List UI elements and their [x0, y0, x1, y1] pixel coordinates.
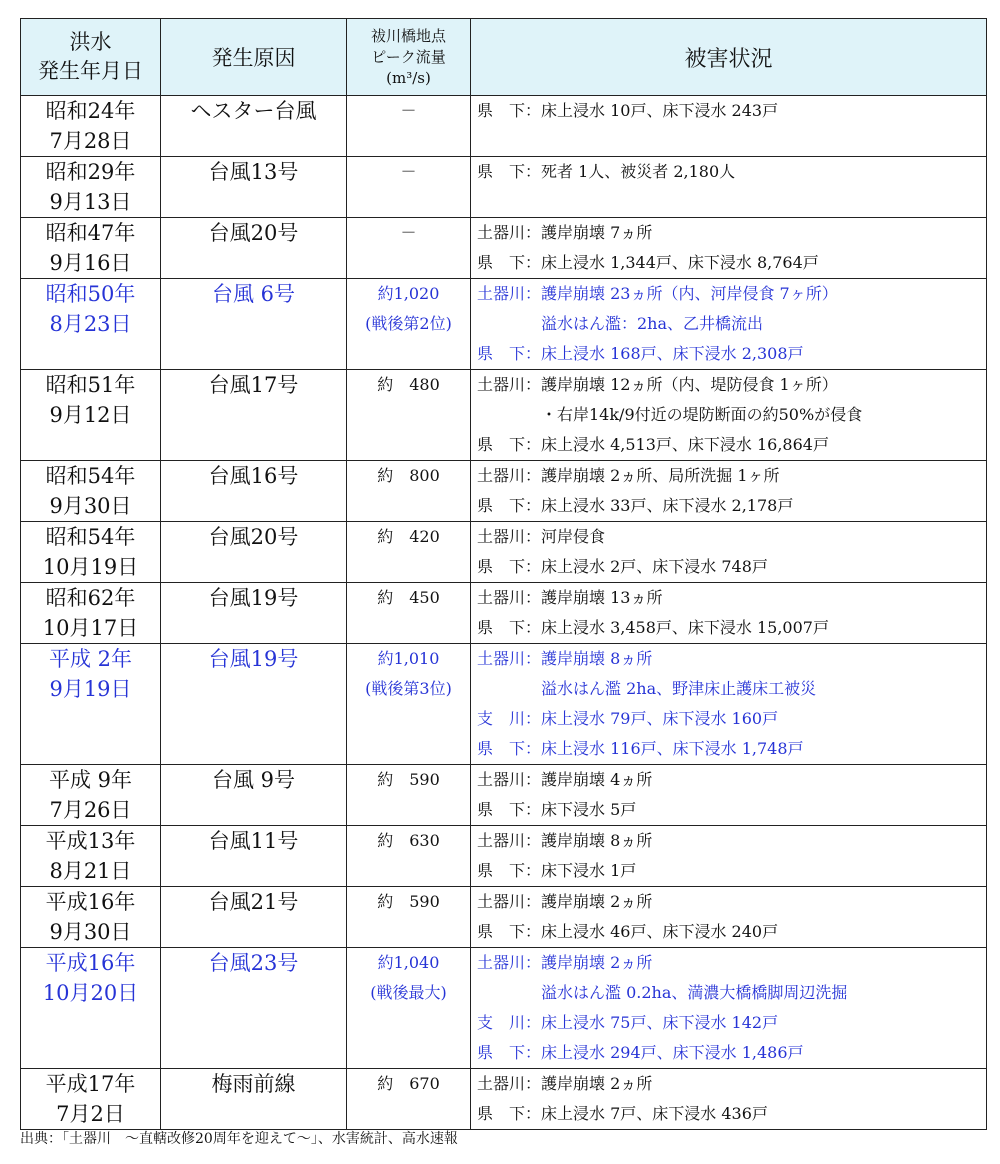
- cell-damage: [471, 461, 987, 522]
- damage-line: 土器川：護岸崩壊 4ヵ所: [477, 770, 653, 789]
- date-day: 9月19日: [49, 677, 132, 701]
- cause-text: 台風13号: [208, 160, 299, 184]
- cell-cause: [161, 826, 347, 887]
- cause-text: 台風23号: [208, 951, 299, 975]
- cell-cause: [161, 887, 347, 948]
- header-peak: [347, 19, 471, 96]
- damage-line: 県 下：床上浸水 10戸、床下浸水 243戸: [477, 101, 779, 120]
- cell-cause: [161, 522, 347, 583]
- cell-date: [21, 948, 161, 1069]
- date-year: 平成16年: [45, 890, 136, 914]
- cause-text: 台風 9号: [211, 768, 296, 792]
- date-day: 8月21日: [49, 859, 132, 883]
- cell-peak: [347, 157, 471, 218]
- date-day: 9月13日: [49, 190, 132, 214]
- date-year: 平成13年: [45, 829, 136, 853]
- peak-value: 約1,040: [377, 953, 440, 972]
- cell-damage: [471, 522, 987, 583]
- cell-peak: [347, 644, 471, 765]
- date-year: 昭和51年: [45, 373, 136, 397]
- date-year: 昭和24年: [45, 99, 136, 123]
- damage-line: 土器川：護岸崩壊 2ヵ所: [477, 892, 653, 911]
- peak-rank: (戦後最大): [370, 983, 447, 1002]
- damage-line: 県 下：床上浸水 3,458戸、床下浸水 15,007戸: [477, 618, 829, 637]
- peak-value: 約 450: [377, 588, 440, 607]
- date-day: 7月26日: [49, 798, 132, 822]
- header-date-line2: 発生年月日: [38, 59, 143, 83]
- damage-line: 県 下：床上浸水 116戸、床下浸水 1,748戸: [477, 739, 804, 758]
- damage-line: 土器川：護岸崩壊 2ヵ所、局所洗掘 1ヶ所: [477, 466, 780, 485]
- damage-line: 土器川：護岸崩壊 7ヵ所: [477, 223, 653, 242]
- cause-text: 台風 6号: [211, 282, 296, 306]
- cell-damage: [471, 765, 987, 826]
- table-row: [21, 644, 987, 765]
- damage-line: 支 川：床上浸水 75戸、床下浸水 142戸: [477, 1013, 779, 1032]
- date-day: 9月30日: [49, 920, 132, 944]
- cell-date: [21, 96, 161, 157]
- cell-peak: [347, 279, 471, 370]
- cause-text: 台風16号: [208, 464, 299, 488]
- table-row: [21, 826, 987, 887]
- damage-line: 県 下：床上浸水 2戸、床下浸水 748戸: [477, 557, 768, 576]
- cell-damage: [471, 157, 987, 218]
- cell-peak: [347, 948, 471, 1069]
- date-day: 10月17日: [42, 616, 139, 640]
- cell-date: [21, 644, 161, 765]
- damage-line: 溢水はん濫：2ha、乙井橋流出: [477, 314, 764, 333]
- damage-line: 溢水はん濫 0.2ha、満濃大橋橋脚周辺洗掘: [477, 983, 848, 1002]
- source-note: 出典：「土器川 ～直轄改修20周年を迎えて～」、水害統計、高水速報: [20, 1131, 458, 1147]
- cause-text: 台風21号: [208, 890, 299, 914]
- flood-history-table: [20, 18, 987, 1130]
- cell-peak: [347, 522, 471, 583]
- header-damage: [471, 19, 987, 96]
- peak-value: 約1,010: [377, 649, 440, 668]
- damage-line: 県 下：床上浸水 7戸、床下浸水 436戸: [477, 1104, 768, 1123]
- date-year: 昭和62年: [45, 586, 136, 610]
- damage-line: 土器川：河岸侵食: [477, 527, 606, 546]
- cell-damage: [471, 1069, 987, 1130]
- cell-cause: [161, 218, 347, 279]
- damage-line: 県 下：床上浸水 33戸、床下浸水 2,178戸: [477, 496, 794, 515]
- cell-peak: [347, 461, 471, 522]
- peak-value: 約 670: [377, 1074, 440, 1093]
- cell-peak: [347, 826, 471, 887]
- table-row: [21, 157, 987, 218]
- cell-date: [21, 157, 161, 218]
- cause-text: 台風11号: [208, 829, 299, 853]
- cell-damage: [471, 583, 987, 644]
- cell-date: [21, 583, 161, 644]
- cell-peak: [347, 370, 471, 461]
- table-row: [21, 218, 987, 279]
- peak-value: 約 590: [377, 892, 440, 911]
- table-header-row: [21, 19, 987, 96]
- peak-value: 約 630: [377, 831, 440, 850]
- cell-date: [21, 461, 161, 522]
- header-damage-label: 被害状況: [684, 46, 773, 72]
- damage-line: 県 下：死者 1人、被災者 2,180人: [477, 162, 736, 181]
- cell-date: [21, 1069, 161, 1130]
- cell-damage: [471, 644, 987, 765]
- damage-line: 土器川：護岸崩壊 2ヵ所: [477, 1074, 653, 1093]
- cell-cause: [161, 279, 347, 370]
- damage-line: 支 川：床上浸水 79戸、床下浸水 160戸: [477, 709, 779, 728]
- cell-damage: [471, 96, 987, 157]
- damage-line: 県 下：床上浸水 46戸、床下浸水 240戸: [477, 922, 779, 941]
- cell-cause: [161, 157, 347, 218]
- cause-text: 梅雨前線: [211, 1072, 296, 1096]
- table-row: [21, 522, 987, 583]
- cell-peak: [347, 887, 471, 948]
- cause-text: 台風20号: [208, 525, 299, 549]
- peak-value: 約 800: [377, 466, 440, 485]
- damage-line: 土器川：護岸崩壊 2ヵ所: [477, 953, 653, 972]
- damage-line: 県 下：床上浸水 1,344戸、床下浸水 8,764戸: [477, 253, 819, 272]
- cell-damage: [471, 826, 987, 887]
- damage-line: 県 下：床上浸水 294戸、床下浸水 1,486戸: [477, 1043, 804, 1062]
- cell-date: [21, 279, 161, 370]
- peak-value: －: [400, 223, 417, 242]
- table-row: [21, 370, 987, 461]
- header-cause-label: 発生原因: [211, 46, 296, 70]
- damage-line: 土器川：護岸崩壊 23ヵ所（内、河岸侵食 7ヶ所）: [477, 284, 838, 303]
- date-year: 平成 2年: [48, 647, 133, 671]
- cell-peak: [347, 1069, 471, 1130]
- date-day: 9月16日: [49, 251, 132, 275]
- cause-text: ヘスター台風: [190, 99, 317, 123]
- peak-value: 約 420: [377, 527, 440, 546]
- cell-cause: [161, 583, 347, 644]
- date-day: 9月12日: [49, 403, 132, 427]
- cause-text: 台風19号: [208, 647, 299, 671]
- peak-value: 約 480: [377, 375, 440, 394]
- table-row: [21, 1069, 987, 1130]
- cause-text: 台風20号: [208, 221, 299, 245]
- damage-line: ・右岸14k/9付近の堤防断面の約50%が侵食: [477, 405, 863, 424]
- date-year: 昭和50年: [45, 282, 136, 306]
- header-date-line1: 洪水: [69, 30, 112, 54]
- damage-line: 土器川：護岸崩壊 13ヵ所: [477, 588, 663, 607]
- date-year: 平成17年: [45, 1072, 136, 1096]
- cell-damage: [471, 887, 987, 948]
- table-body: [21, 96, 987, 1130]
- cell-date: [21, 826, 161, 887]
- peak-rank: (戦後第2位): [365, 314, 452, 333]
- cell-damage: [471, 218, 987, 279]
- peak-value: －: [400, 162, 417, 181]
- cell-damage: [471, 948, 987, 1069]
- date-day: 10月20日: [42, 981, 139, 1005]
- date-year: 平成16年: [45, 951, 136, 975]
- cell-damage: [471, 370, 987, 461]
- header-peak-unit: (m³/s): [386, 68, 431, 87]
- cell-date: [21, 370, 161, 461]
- date-year: 昭和29年: [45, 160, 136, 184]
- cell-cause: [161, 948, 347, 1069]
- cell-date: [21, 765, 161, 826]
- damage-line: 県 下：床上浸水 4,513戸、床下浸水 16,864戸: [477, 435, 829, 454]
- damage-line: 県 下：床下浸水 1戸: [477, 861, 637, 880]
- cell-peak: [347, 218, 471, 279]
- date-day: 7月2日: [56, 1102, 125, 1126]
- cause-text: 台風17号: [208, 373, 299, 397]
- damage-line: 県 下：床下浸水 5戸: [477, 800, 637, 819]
- cause-text: 台風19号: [208, 586, 299, 610]
- date-year: 昭和47年: [45, 221, 136, 245]
- date-day: 8月23日: [49, 312, 132, 336]
- cell-peak: [347, 96, 471, 157]
- damage-line: 溢水はん濫 2ha、野津床止護床工被災: [477, 679, 817, 698]
- cell-damage: [471, 279, 987, 370]
- cell-peak: [347, 583, 471, 644]
- table-row: [21, 887, 987, 948]
- date-year: 平成 9年: [48, 768, 133, 792]
- cell-cause: [161, 644, 347, 765]
- peak-value: 約1,020: [377, 284, 440, 303]
- header-date: [21, 19, 161, 96]
- peak-value: －: [400, 101, 417, 120]
- table-row: [21, 948, 987, 1069]
- table-row: [21, 765, 987, 826]
- peak-value: 約 590: [377, 770, 440, 789]
- header-peak-line1: 祓川橋地点: [370, 26, 446, 45]
- table-row: [21, 461, 987, 522]
- damage-line: 県 下：床上浸水 168戸、床下浸水 2,308戸: [477, 344, 804, 363]
- date-year: 昭和54年: [45, 525, 136, 549]
- damage-line: 土器川：護岸崩壊 8ヵ所: [477, 831, 653, 850]
- date-year: 昭和54年: [45, 464, 136, 488]
- cell-cause: [161, 461, 347, 522]
- date-day: 9月30日: [49, 494, 132, 518]
- cell-date: [21, 522, 161, 583]
- cell-peak: [347, 765, 471, 826]
- damage-line: 土器川：護岸崩壊 8ヵ所: [477, 649, 653, 668]
- cell-date: [21, 218, 161, 279]
- cell-cause: [161, 1069, 347, 1130]
- date-day: 7月28日: [49, 129, 132, 153]
- header-cause: [161, 19, 347, 96]
- header-peak-line2: ピーク流量: [371, 47, 446, 66]
- cell-cause: [161, 96, 347, 157]
- table-row: [21, 583, 987, 644]
- table-row: [21, 279, 987, 370]
- date-day: 10月19日: [42, 555, 139, 579]
- cell-cause: [161, 370, 347, 461]
- damage-line: 土器川：護岸崩壊 12ヵ所（内、堤防侵食 1ヶ所）: [477, 375, 838, 394]
- peak-rank: (戦後第3位): [365, 679, 452, 698]
- cell-date: [21, 887, 161, 948]
- cell-cause: [161, 765, 347, 826]
- table-row: [21, 96, 987, 157]
